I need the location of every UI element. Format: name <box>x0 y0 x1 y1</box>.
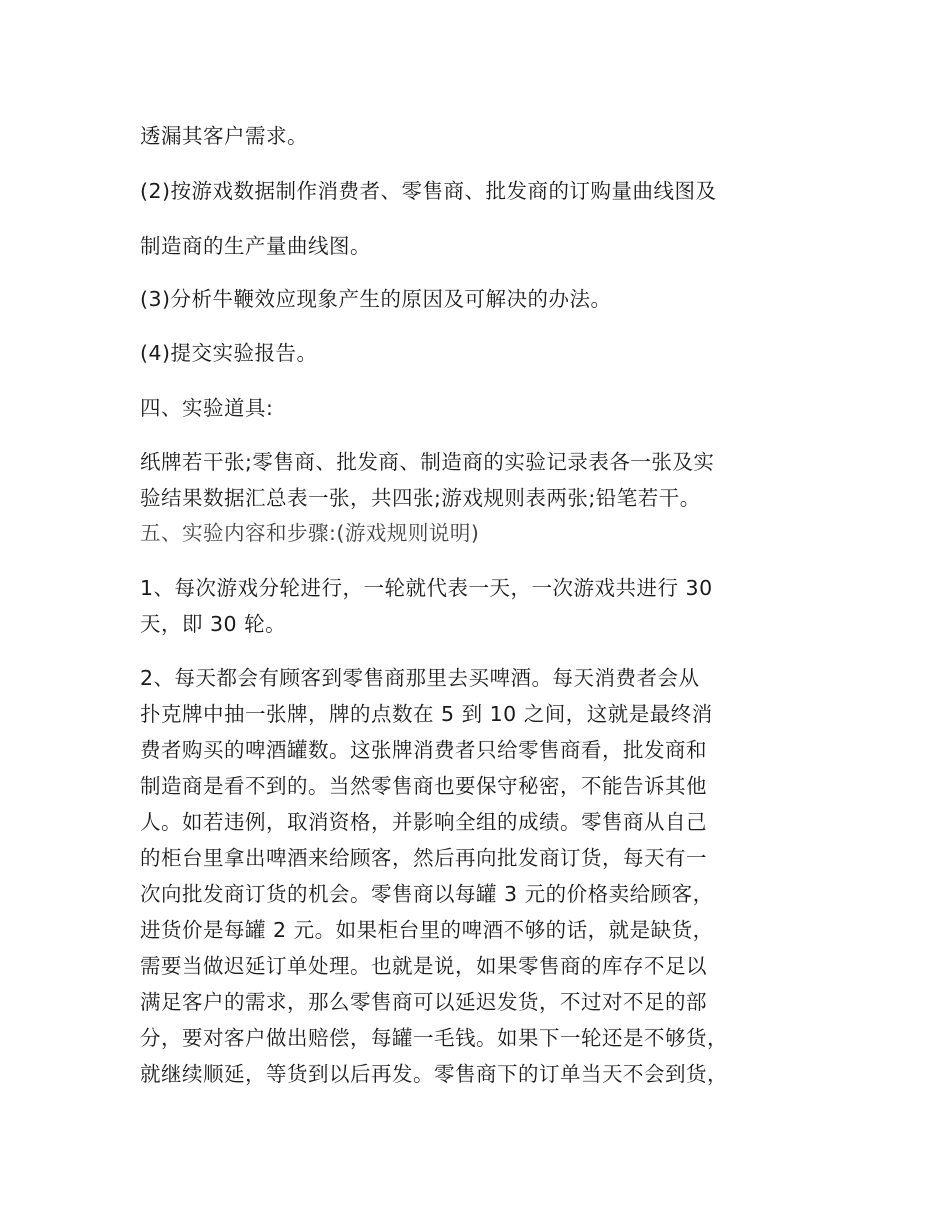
paragraph-line: 透漏其客户需求。 <box>140 124 308 148</box>
paragraph-line: 费者购买的啤酒罐数。这张牌消费者只给零售商看，批发商和 <box>140 738 707 762</box>
section-heading: 五、实验内容和步骤:(游戏规则说明) <box>140 521 480 545</box>
paragraph-line: 天，即 30 轮。 <box>140 612 287 636</box>
paragraph-line: 人。如若违例，取消资格，并影响全组的成绩。零售商从自己 <box>140 810 707 834</box>
paragraph-line: 进货价是每罐 2 元。如果柜台里的啤酒不够的话，就是缺货， <box>140 918 714 942</box>
paragraph-line: (3)分析牛鞭效应现象产生的原因及可解决的办法。 <box>140 287 612 311</box>
paragraph-line: 次向批发商订货的机会。零售商以每罐 3 元的价格卖给顾客， <box>140 882 714 906</box>
paragraph-line: 制造商的生产量曲线图。 <box>140 234 371 258</box>
paragraph-line: 纸牌若干张;零售商、批发商、制造商的实验记录表各一张及实 <box>140 450 715 474</box>
paragraph-line: (4)提交实验报告。 <box>140 341 318 365</box>
paragraph-line: 需要当做迟延订单处理。也就是说，如果零售商的库存不足以 <box>140 954 707 978</box>
paragraph-line: 制造商是看不到的。当然零售商也要保守秘密，不能告诉其他 <box>140 774 707 798</box>
paragraph-line: (2)按游戏数据制作消费者、零售商、批发商的订购量曲线图及 <box>140 179 717 203</box>
paragraph-line: 的柜台里拿出啤酒来给顾客，然后再向批发商订货，每天有一 <box>140 846 707 870</box>
paragraph-line: 1、每次游戏分轮进行，一轮就代表一天，一次游戏共进行 30 <box>140 576 713 600</box>
paragraph-line: 扑克牌中抽一张牌，牌的点数在 5 到 10 之间，这就是最终消 <box>140 702 713 726</box>
paragraph-line: 分，要对客户做出赔偿，每罐一毛钱。如果下一轮还是不够货， <box>140 1026 728 1050</box>
paragraph-line: 验结果数据汇总表一张，共四张;游戏规则表两张;铅笔若干。 <box>140 486 701 510</box>
paragraph-line: 就继续顺延，等货到以后再发。零售商下的订单当天不会到货， <box>140 1062 728 1086</box>
paragraph-line: 满足客户的需求，那么零售商可以延迟发货，不过对不足的部 <box>140 990 707 1014</box>
paragraph-line: 2、每天都会有顾客到零售商那里去买啤酒。每天消费者会从 <box>140 666 700 690</box>
section-heading: 四、实验道具: <box>140 396 274 420</box>
